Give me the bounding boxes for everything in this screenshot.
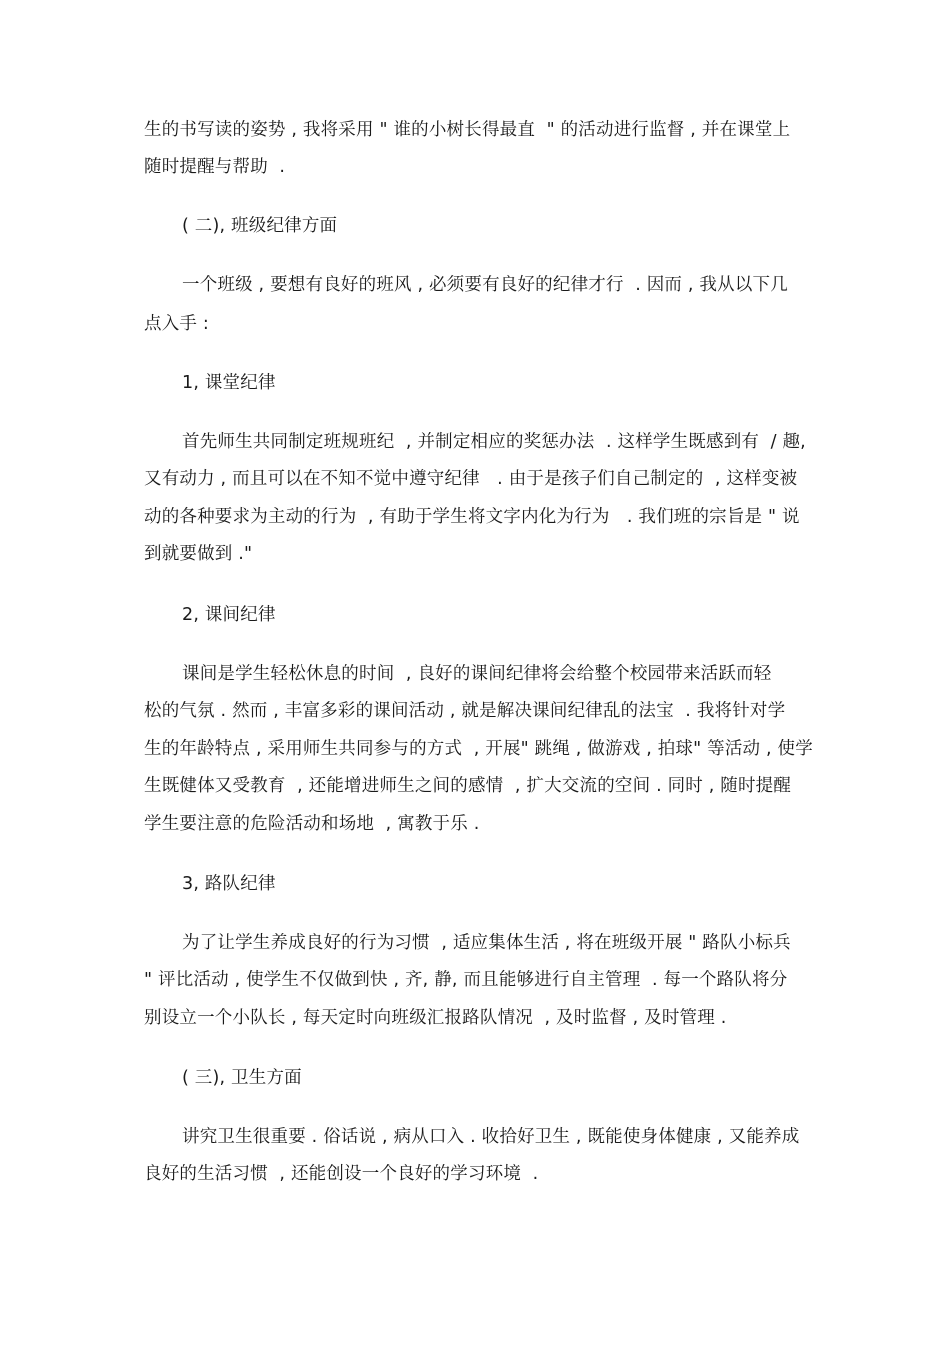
paragraph-line: 为了让学生养成良好的行为习惯 , 适应集体生活 , 将在班级开展 " 路队小标兵 [182, 933, 791, 953]
subsection-heading: 2, 课间纪律 [182, 605, 276, 625]
section-heading: ( 三), 卫生方面 [182, 1068, 302, 1088]
paragraph-line: 又有动力 , 而且可以在不知不觉中遵守纪律 . 由于是孩子们自己制定的 , 这样变被 [144, 469, 798, 489]
paragraph-line: 生既健体又受教育 , 还能增进师生之间的感情 , 扩大交流的空间 . 同时 , 随时提醒 [144, 776, 792, 796]
paragraph-line: 讲究卫生很重要 . 俗话说 , 病从口入 . 收拾好卫生 , 既能使身体健康 , 又能养成 [182, 1127, 800, 1147]
paragraph-line: 随时提醒与帮助 . [144, 157, 286, 177]
section-heading: ( 二), 班级纪律方面 [182, 216, 338, 236]
paragraph-line: 良好的生活习惯 , 还能创设一个良好的学习环境 . [144, 1164, 539, 1184]
subsection-heading: 1, 课堂纪律 [182, 373, 276, 393]
paragraph-line: 松的气氛 . 然而 , 丰富多彩的课间活动 , 就是解决课间纪律乱的法宝 . 我将针对学 [144, 701, 786, 721]
paragraph-line: 别设立一个小队长 , 每天定时向班级汇报路队情况 , 及时监督 , 及时管理 . [144, 1008, 727, 1028]
paragraph-line: 首先师生共同制定班规班纪 , 并制定相应的奖惩办法 . 这样学生既感到有 / 趣, [182, 432, 806, 452]
subsection-heading: 3, 路队纪律 [182, 874, 276, 894]
paragraph-line: 生的年龄特点 , 采用师生共同参与的方式 , 开展" 跳绳 , 做游戏 , 拍球" 等活动 , 使学 [144, 739, 813, 759]
paragraph-line: 点入手 : [144, 314, 209, 334]
paragraph-line: 到就要做到 ." [144, 544, 253, 564]
paragraph-line: 学生要注意的危险活动和场地 , 寓教于乐 . [144, 814, 480, 834]
paragraph-line: 生的书写读的姿势 , 我将采用 " 谁的小树长得最直 " 的活动进行监督 , 并在课堂上 [144, 120, 791, 140]
paragraph-line: " 评比活动 , 使学生不仅做到快 , 齐, 静, 而且能够进行自主管理 . 每一个路队将分 [144, 970, 788, 990]
paragraph-line: 一个班级 , 要想有良好的班风 , 必须要有良好的纪律才行 . 因而 , 我从以下几 [182, 275, 788, 295]
paragraph-line: 课间是学生轻松休息的时间 , 良好的课间纪律将会给整个校园带来活跃而轻 [182, 664, 772, 684]
paragraph-line: 动的各种要求为主动的行为 , 有助于学生将文字内化为行为 . 我们班的宗旨是 " 说 [144, 507, 800, 527]
